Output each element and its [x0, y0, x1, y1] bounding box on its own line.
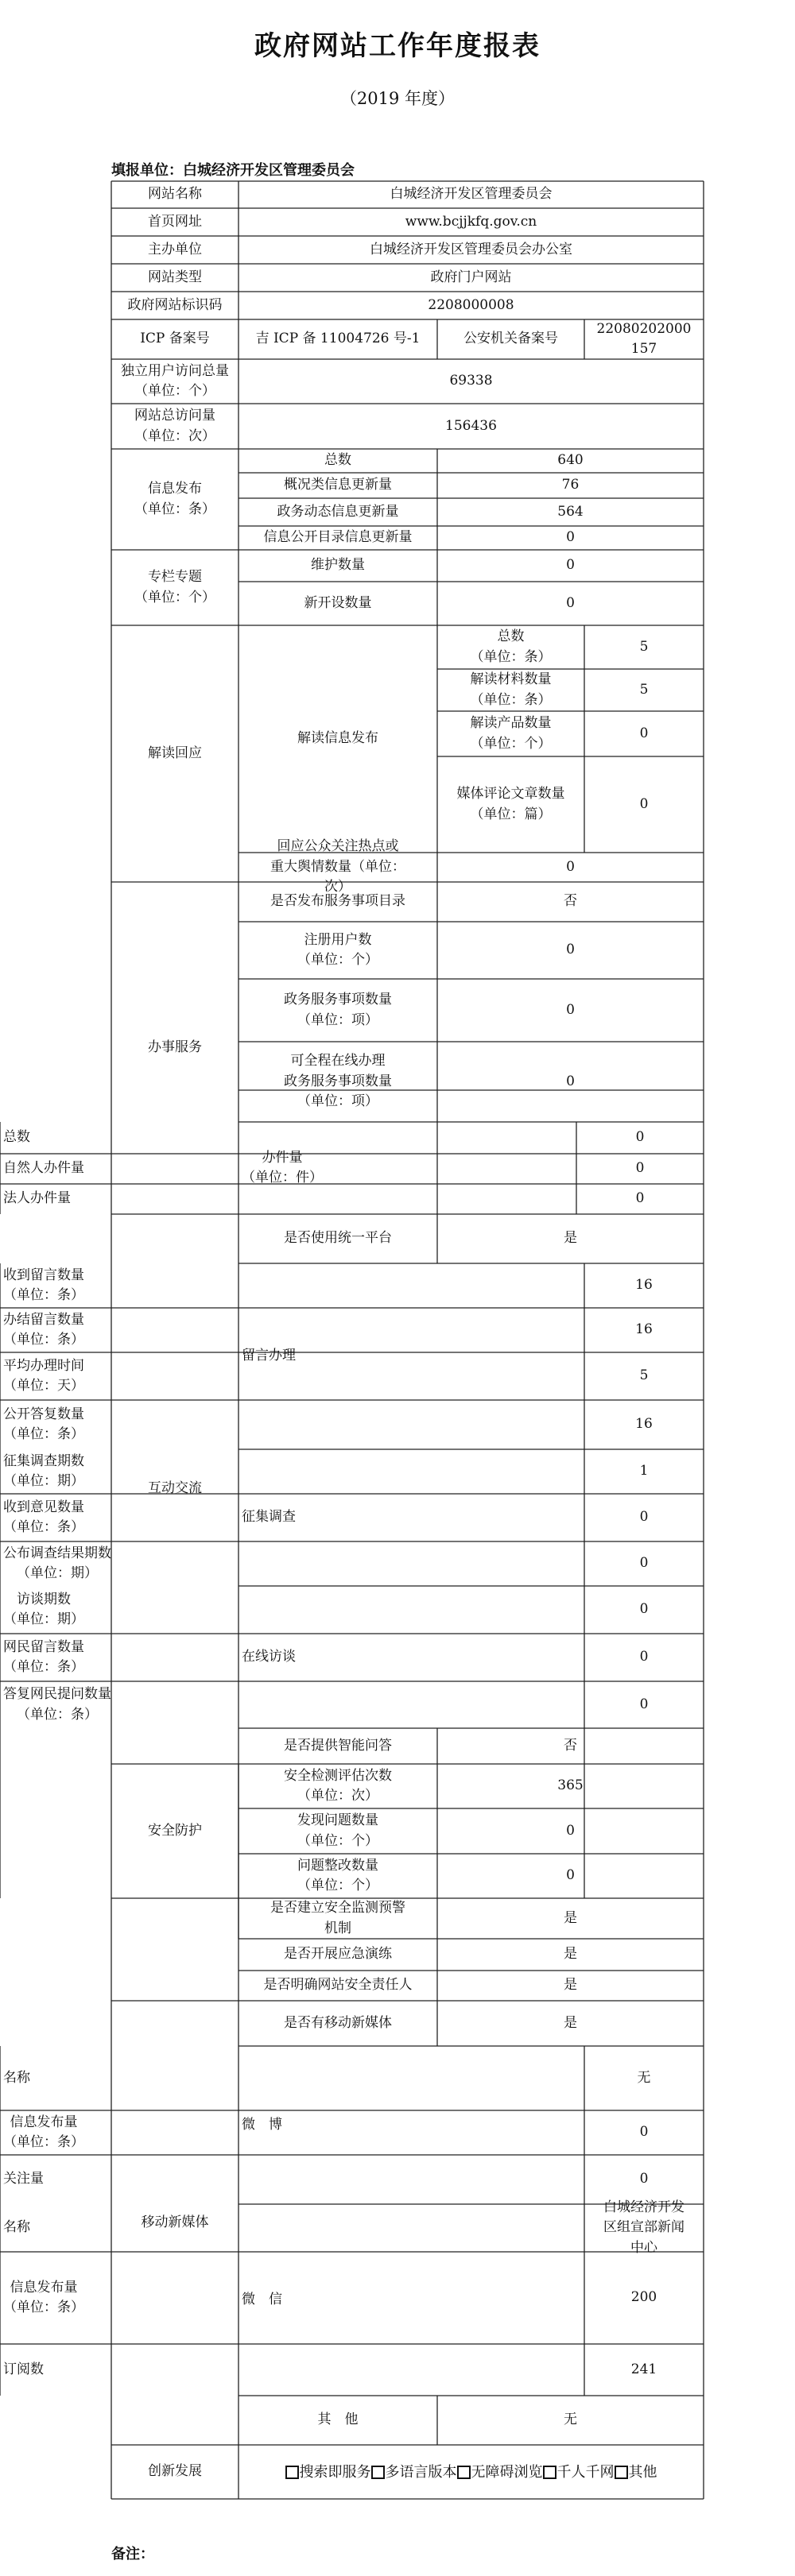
interp-total-label: 总数 （单位：条） [470, 629, 552, 665]
innovation-option[interactable] [615, 2462, 657, 2483]
wx-pub-value: 200 [630, 2289, 657, 2306]
sec-resp-value: 是 [564, 1977, 577, 1994]
sv-recv-label: 收到意见数量 （单位：条） [3, 1499, 84, 1535]
sv-pub-value: 0 [639, 1555, 649, 1572]
checkbox-icon[interactable] [371, 2466, 385, 2479]
survey-label: 征集调查 [242, 1509, 296, 1526]
iv-msg-value: 0 [639, 1649, 649, 1665]
service-handle-label: 办件量 （单位：件） [242, 1149, 323, 1186]
site-type-value: 政府门户网站 [430, 269, 512, 285]
service-reg-value: 0 [566, 942, 575, 958]
handle-legal-value: 0 [635, 1190, 645, 1207]
msg-avg-value: 5 [639, 1367, 649, 1384]
host-org-value: 白城经济开发区管理委员会办公室 [370, 241, 572, 257]
service-online-value: 0 [566, 1073, 575, 1089]
platform-value: 是 [564, 1230, 577, 1247]
checkbox-icon[interactable] [615, 2466, 628, 2479]
sec-found-label: 发现问题数量 （单位：个） [297, 1812, 378, 1849]
wb-follow-value: 0 [639, 2171, 649, 2187]
wx-name-label: 名称 [3, 2219, 30, 2236]
mobile-has-label: 是否有移动新媒体 [284, 2014, 392, 2031]
sv-pub-label: 公布调查结果期数 （单位：期） [3, 1545, 111, 1581]
interp-material-label: 解读材料数量 （单位：条） [470, 671, 552, 708]
column-new-value: 0 [566, 594, 575, 611]
wb-pub-value: 0 [639, 2124, 649, 2141]
sec-monitor-label: 是否建立安全监测预警 机制 [270, 1900, 405, 1936]
interview-label: 在线访谈 [242, 1648, 296, 1665]
interp-total-value: 5 [639, 638, 649, 655]
innovation-option-label: 千人千网 [556, 2463, 615, 2481]
handle-legal-label: 法人办件量 [3, 1190, 71, 1207]
innovation-option[interactable] [285, 2462, 371, 2483]
innovation-option[interactable] [371, 2462, 457, 2483]
info-dynamic-label: 政务动态信息更新量 [277, 503, 399, 520]
handle-total-value: 0 [635, 1129, 645, 1146]
icp-label: ICP 备案号 [140, 331, 210, 347]
site-name-label: 网站名称 [148, 186, 202, 203]
wx-sub-value: 241 [630, 2361, 657, 2377]
mobile-label: 移动新媒体 [141, 2214, 209, 2230]
host-org-label: 主办单位 [148, 241, 202, 257]
sv-recv-value: 0 [639, 1509, 649, 1526]
interp-product-value: 0 [639, 725, 649, 741]
home-url-label: 首页网址 [148, 213, 202, 230]
site-type-label: 网站类型 [148, 269, 202, 285]
service-items-value: 0 [566, 1001, 575, 1018]
info-catalog-value: 0 [566, 529, 575, 546]
interp-pub-label: 解读信息发布 [297, 730, 378, 747]
sec-drill-label: 是否开展应急演练 [284, 1946, 392, 1963]
info-overview-value: 76 [561, 477, 580, 493]
police-label: 公安机关备案号 [463, 331, 558, 347]
report-title: 政府网站工作年度报表 [254, 30, 541, 62]
sec-found-value: 0 [566, 1822, 575, 1839]
innovation-option[interactable] [457, 2462, 543, 2483]
service-dir-label: 是否发布服务事项目录 [270, 893, 405, 910]
info-total-label: 总数 [324, 452, 351, 469]
msg-avg-label: 平均办理时间 （单位：天） [3, 1357, 84, 1394]
wx-pub-label: 信息发布量 （单位：条） [3, 2279, 84, 2315]
interp-media-label: 媒体评论文章数量 （单位：篇） [456, 786, 565, 822]
innovation-option-label: 搜索即服务 [299, 2463, 371, 2481]
sv-count-value: 1 [639, 1463, 649, 1479]
sec-resp-label: 是否明确网站安全责任人 [263, 1977, 413, 1994]
sec-drill-value: 是 [564, 1946, 577, 1963]
filing-unit: 填报单位：白城经济开发区管理委员会 [111, 162, 355, 179]
msg-recv-label: 收到留言数量 （单位：条） [3, 1267, 84, 1303]
other-label: 其 他 [317, 2412, 359, 2428]
info-catalog-label: 信息公开目录信息更新量 [263, 529, 413, 546]
remarks-label: 备注： [111, 2546, 154, 2562]
ai-label: 是否提供智能问答 [284, 1737, 392, 1754]
innovation-option[interactable] [543, 2462, 615, 2483]
interact-label: 互动交流 [148, 1480, 202, 1497]
pv-value: 156436 [445, 417, 497, 434]
platform-label: 是否使用统一平台 [284, 1230, 392, 1247]
interp-respond-label: 回应公众关注热点或 重大舆情数量（单位： 次） [270, 838, 405, 895]
service-items-label: 政务服务事项数量 （单位：项） [284, 992, 392, 1028]
pv-label: 网站总访问量 （单位：次） [134, 408, 215, 444]
info-total-value: 640 [557, 452, 584, 469]
column-maint-value: 0 [566, 557, 575, 574]
sec-eval-value: 365 [557, 1777, 584, 1794]
site-code-value: 2208000008 [428, 296, 514, 313]
service-dir-value: 否 [564, 893, 577, 910]
service-online-label: 可全程在线办理 政务服务事项数量 （单位：项） [284, 1053, 392, 1110]
police-value: 22080202000 157 [596, 320, 692, 357]
uv-value: 69338 [449, 373, 493, 389]
checkbox-icon[interactable] [457, 2466, 471, 2479]
interp-media-value: 0 [639, 795, 649, 812]
sec-fixed-value: 0 [566, 1867, 575, 1884]
handle-total-label: 总数 [3, 1129, 30, 1146]
service-reg-label: 注册用户数 （单位：个） [297, 931, 378, 968]
iv-count-label: 访谈期数 （单位：期） [3, 1591, 84, 1627]
wb-pub-label: 信息发布量 （单位：条） [3, 2114, 84, 2150]
ai-value: 否 [564, 1737, 577, 1754]
sec-eval-label: 安全检测评估次数 （单位：次） [284, 1767, 392, 1804]
innovation-options [238, 2445, 704, 2499]
wb-follow-label: 关注量 [3, 2171, 44, 2187]
security-label: 安全防护 [148, 1822, 202, 1839]
iv-ans-value: 0 [639, 1696, 649, 1712]
innovation-label: 创新发展 [148, 2463, 202, 2480]
column-new-label: 新开设数量 [304, 594, 372, 611]
wb-name-value: 无 [637, 2069, 651, 2086]
weibo-label: 微 博 [242, 2116, 282, 2133]
sec-fixed-label: 问题整改数量 （单位：个） [297, 1857, 378, 1893]
wechat-label: 微 信 [242, 2291, 282, 2307]
checkbox-icon[interactable] [285, 2466, 299, 2479]
msg-done-value: 16 [635, 1321, 653, 1338]
sv-count-label: 征集调查期数 （单位：期） [3, 1452, 84, 1489]
site-name-value: 白城经济开发区管理委员会 [390, 186, 553, 203]
service-label: 办事服务 [148, 1039, 202, 1056]
msg-done-label: 办结留言数量 （单位：条） [3, 1311, 84, 1348]
iv-count-value: 0 [639, 1601, 649, 1618]
info-overview-label: 概况类信息更新量 [284, 477, 392, 493]
handle-person-value: 0 [635, 1160, 645, 1177]
mobile-has-value: 是 [564, 2014, 577, 2031]
interp-label: 解读回应 [148, 745, 202, 761]
iv-ans-label: 答复网民提问数量 （单位：条） [3, 1686, 111, 1723]
info-dynamic-value: 564 [557, 503, 584, 520]
info-label: 信息发布 （单位：条） [134, 481, 215, 517]
uv-label: 独立用户访问总量（单位：个） [121, 362, 229, 399]
column-maint-label: 维护数量 [311, 557, 365, 574]
column-label: 专栏专题 （单位：个） [134, 569, 215, 605]
icp-value: 吉 ICP 备 11004726 号-1 [255, 331, 421, 347]
interp-respond-value: 0 [566, 858, 575, 875]
msg-label: 留言办理 [242, 1348, 296, 1364]
msg-recv-value: 16 [635, 1277, 653, 1294]
home-url-value: www.bcjjkfq.gov.cn [405, 213, 537, 230]
innovation-option-label: 无障碍浏览 [471, 2463, 543, 2481]
report-year: （2019 年度） [339, 89, 456, 108]
other-value: 无 [564, 2412, 577, 2428]
iv-msg-label: 网民留言数量 （单位：条） [3, 1638, 84, 1675]
checkbox-icon[interactable] [543, 2466, 556, 2479]
interp-product-label: 解读产品数量 （单位：个） [470, 715, 552, 752]
wx-sub-label: 订阅数 [3, 2361, 44, 2377]
handle-person-label: 自然人办件量 [3, 1160, 84, 1177]
sec-monitor-value: 是 [564, 1909, 577, 1926]
site-code-label: 政府网站标识码 [127, 296, 223, 313]
wb-name-label: 名称 [3, 2069, 30, 2086]
wx-name-value: 白城经济开发 区组宣部新闻 中心 [603, 2199, 684, 2256]
innovation-option-label: 多语言版本 [385, 2463, 457, 2481]
interp-material-value: 5 [639, 681, 649, 698]
msg-pub-value: 16 [635, 1416, 653, 1433]
innovation-option-label: 其他 [628, 2463, 657, 2481]
msg-pub-label: 公开答复数量 （单位：条） [3, 1406, 84, 1442]
